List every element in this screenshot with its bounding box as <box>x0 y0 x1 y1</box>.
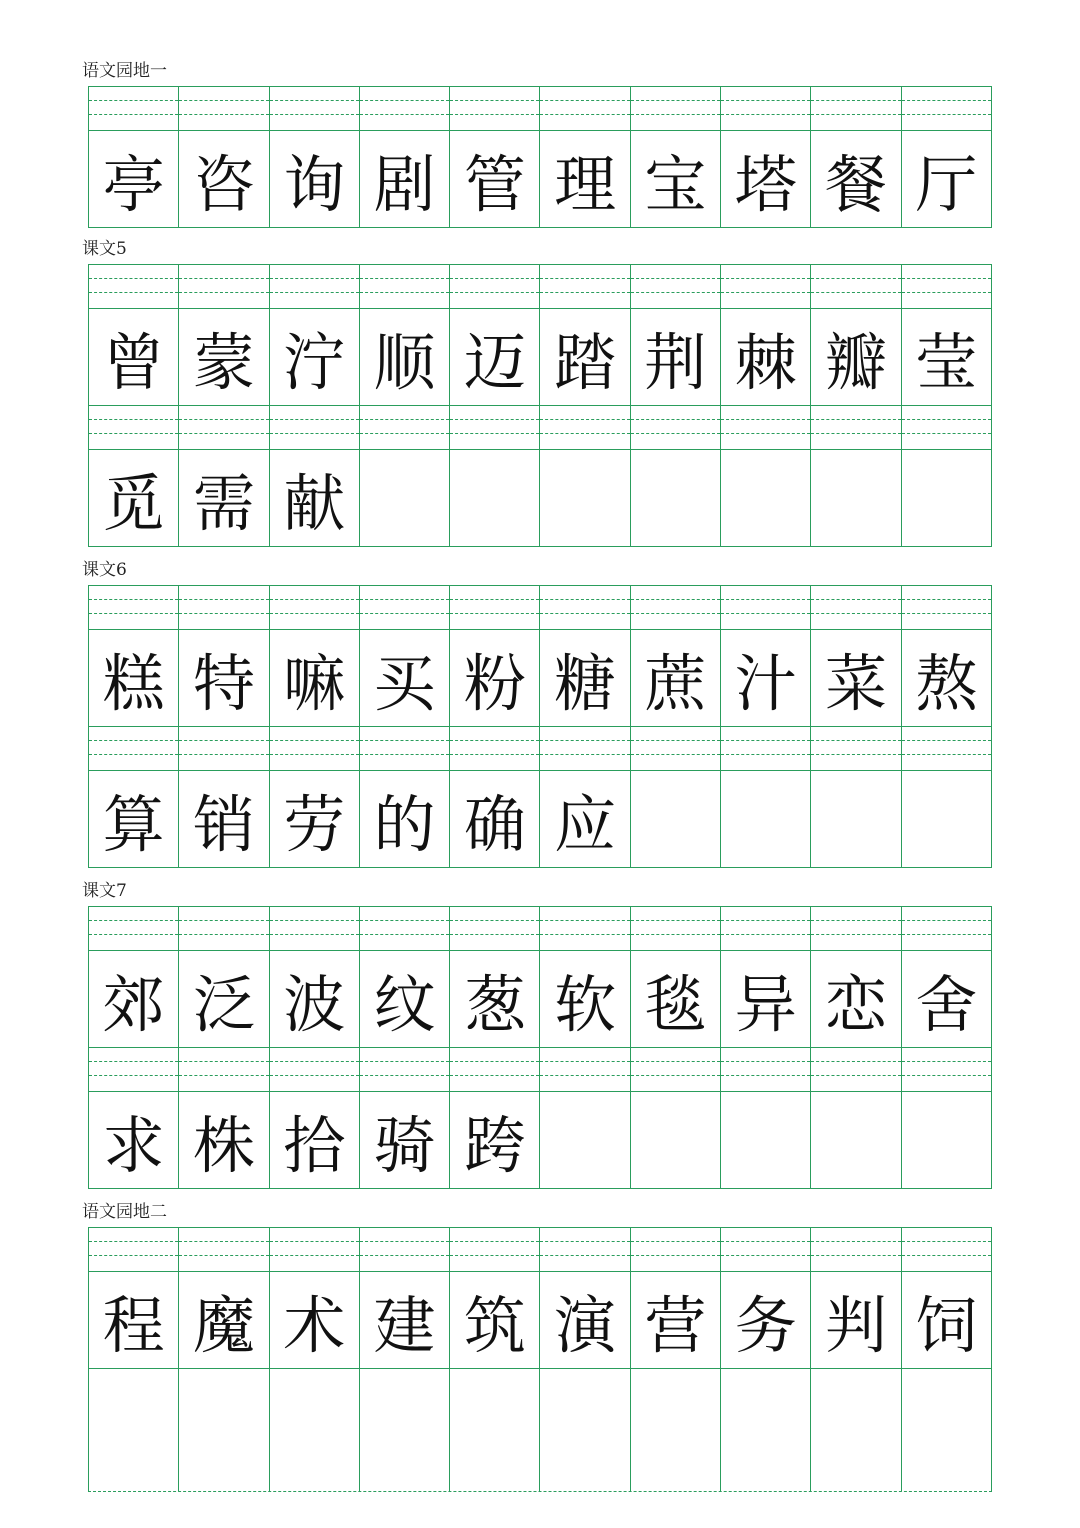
character-cell: 蒙 <box>179 309 269 405</box>
character-cell: 的 <box>360 771 450 867</box>
character-cell: 踏 <box>540 309 630 405</box>
character-cell <box>811 450 901 546</box>
character-cell: 迈 <box>450 309 540 405</box>
character-grid-4 <box>88 906 992 1189</box>
character-cell: 营 <box>631 1272 721 1368</box>
character-cell: 舍 <box>902 951 992 1047</box>
character-cell: 劳 <box>270 771 360 867</box>
character-cell: 毯 <box>631 951 721 1047</box>
character-grid-1 <box>88 86 992 228</box>
character-cell: 异 <box>721 951 811 1047</box>
character-cell <box>902 1092 992 1188</box>
character-cell: 需 <box>179 450 269 546</box>
pinyin-lines <box>88 86 992 130</box>
character-cell: 恋 <box>811 951 901 1047</box>
character-cell <box>540 1092 630 1188</box>
character-cell: 塔 <box>721 131 811 227</box>
character-cell: 骑 <box>360 1092 450 1188</box>
character-grid-2 <box>88 264 992 547</box>
pinyin-lines <box>88 726 992 770</box>
character-cell: 务 <box>721 1272 811 1368</box>
character-cell: 理 <box>540 131 630 227</box>
character-cell <box>811 1092 901 1188</box>
character-row <box>88 449 992 546</box>
character-row <box>88 1271 992 1368</box>
character-cell: 厅 <box>902 131 992 227</box>
grid-row <box>88 585 992 726</box>
pinyin-lines <box>88 405 992 449</box>
grid-row <box>88 86 992 227</box>
grid-divider <box>88 867 992 868</box>
character-cell: 波 <box>270 951 360 1047</box>
character-row <box>88 629 992 726</box>
character-cell: 泞 <box>270 309 360 405</box>
character-cell: 程 <box>89 1272 179 1368</box>
section-title-1: 语文园地一 <box>82 61 167 81</box>
grid-row <box>88 405 992 546</box>
character-cell: 葱 <box>450 951 540 1047</box>
character-cell: 菜 <box>811 630 901 726</box>
character-cell: 确 <box>450 771 540 867</box>
pinyin-lines <box>88 1227 992 1271</box>
character-cell: 荆 <box>631 309 721 405</box>
section-title-4: 课文7 <box>82 881 127 901</box>
character-cell: 求 <box>89 1092 179 1188</box>
character-row <box>88 308 992 405</box>
grid-row <box>88 264 992 405</box>
character-cell: 演 <box>540 1272 630 1368</box>
grid-row <box>88 726 992 867</box>
character-cell <box>540 450 630 546</box>
character-cell <box>721 1092 811 1188</box>
character-grid-3 <box>88 585 992 868</box>
character-cell: 算 <box>89 771 179 867</box>
character-cell: 术 <box>270 1272 360 1368</box>
character-cell <box>721 771 811 867</box>
section-title-3: 课文6 <box>82 560 127 580</box>
character-cell: 瓣 <box>811 309 901 405</box>
character-cell: 餐 <box>811 131 901 227</box>
pinyin-lines <box>88 1047 992 1091</box>
character-cell: 株 <box>179 1092 269 1188</box>
character-cell <box>450 450 540 546</box>
character-cell: 嘛 <box>270 630 360 726</box>
character-cell <box>902 450 992 546</box>
section-title-2: 课文5 <box>82 239 127 259</box>
character-cell: 蔗 <box>631 630 721 726</box>
character-cell: 咨 <box>179 131 269 227</box>
grid-row <box>88 906 992 1047</box>
character-cell: 应 <box>540 771 630 867</box>
character-cell: 献 <box>270 450 360 546</box>
character-cell: 宝 <box>631 131 721 227</box>
character-cell: 熬 <box>902 630 992 726</box>
character-cell: 汁 <box>721 630 811 726</box>
character-cell: 莹 <box>902 309 992 405</box>
character-cell <box>811 771 901 867</box>
character-grid-5 <box>88 1227 992 1492</box>
empty-grid-row <box>88 1368 992 1492</box>
character-cell: 糖 <box>540 630 630 726</box>
character-cell: 泛 <box>179 951 269 1047</box>
character-cell: 饲 <box>902 1272 992 1368</box>
grid-divider <box>88 1188 992 1189</box>
pinyin-lines <box>88 585 992 629</box>
pinyin-lines <box>88 264 992 308</box>
character-cell: 粉 <box>450 630 540 726</box>
character-cell: 曾 <box>89 309 179 405</box>
character-cell: 询 <box>270 131 360 227</box>
character-cell <box>631 771 721 867</box>
section-title-5: 语文园地二 <box>82 1202 167 1222</box>
character-cell: 亭 <box>89 131 179 227</box>
character-cell: 管 <box>450 131 540 227</box>
character-cell: 郊 <box>89 951 179 1047</box>
character-row <box>88 770 992 867</box>
character-cell <box>721 450 811 546</box>
character-cell: 判 <box>811 1272 901 1368</box>
character-cell <box>631 1092 721 1188</box>
character-cell: 拾 <box>270 1092 360 1188</box>
character-cell <box>902 771 992 867</box>
character-cell: 跨 <box>450 1092 540 1188</box>
character-cell: 买 <box>360 630 450 726</box>
character-cell: 觅 <box>89 450 179 546</box>
character-cell: 棘 <box>721 309 811 405</box>
character-row <box>88 1091 992 1188</box>
grid-row <box>88 1227 992 1368</box>
character-cell: 软 <box>540 951 630 1047</box>
character-row <box>88 950 992 1047</box>
grid-divider <box>88 546 992 547</box>
character-cell: 筑 <box>450 1272 540 1368</box>
character-cell: 纹 <box>360 951 450 1047</box>
grid-divider <box>88 227 992 228</box>
character-cell <box>360 450 450 546</box>
character-cell: 特 <box>179 630 269 726</box>
character-cell: 魔 <box>179 1272 269 1368</box>
character-cell: 顺 <box>360 309 450 405</box>
character-cell: 销 <box>179 771 269 867</box>
character-cell: 建 <box>360 1272 450 1368</box>
character-row <box>88 130 992 227</box>
character-cell <box>631 450 721 546</box>
character-cell: 糕 <box>89 630 179 726</box>
grid-row <box>88 1047 992 1188</box>
pinyin-lines <box>88 906 992 950</box>
character-cell: 剧 <box>360 131 450 227</box>
